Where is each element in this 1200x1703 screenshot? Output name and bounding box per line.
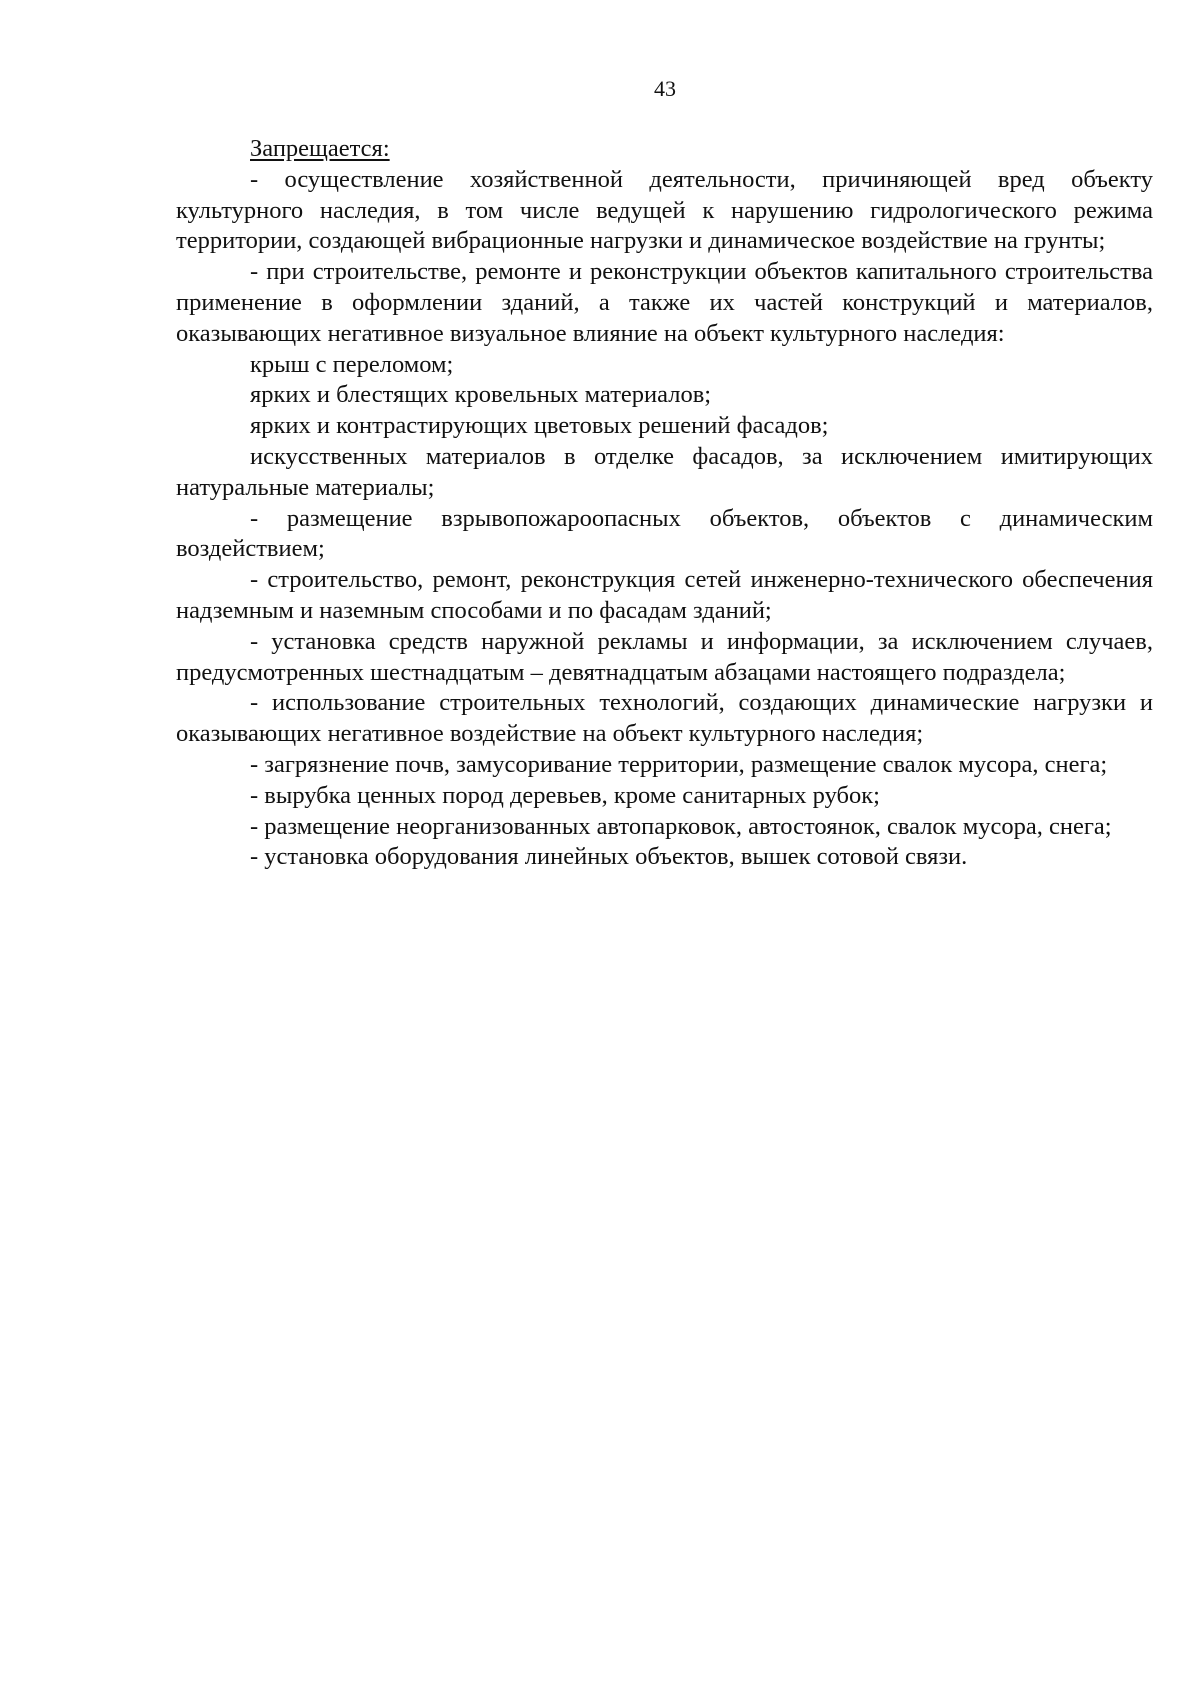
page-number: 43 [654,76,676,101]
section-heading: Запрещается: [250,135,390,162]
paragraph-engineering-networks: - строительство, ремонт, реконструкция сетей инженерно-технического обеспечения надземным и наземным способами и по фасадам зданий; [176,566,1153,624]
paragraph-linear-objects: - установка оборудования линейных объектов, вышек сотовой связи. [250,843,968,871]
paragraph-economic-activity: - осуществление хозяйственной деятельности, причиняющей вред объекту культурного наследия, в том числе ведущей к нарушению гидрологического режима территории, создающей вибрационные нагрузки и динамическое воздействие на грунты; [176,165,1153,255]
paragraph-construction-technologies: - использование строительных технологий, создающих динамические нагрузки и оказывающих негативное воздействие на объект культурного наследия; [176,689,1153,748]
list-item-roofs: крыш с переломом; [250,350,454,378]
list-item-facade-colors: ярких и контрастирующих цветовых решений фасадов; [250,412,829,440]
paragraph-pollution: - загрязнение почв, замусоривание территории, размещение свалок мусора, снега; [250,750,1108,778]
document-body [176,134,1153,873]
paragraph-hazardous-objects: - размещение взрывопожароопасных объектов, объектов с динамическим воздействием; [176,504,1153,563]
list-item-artificial-materials: искусственных материалов в отделке фасадов, за исключением имитирующих натуральные материалы; [176,442,1153,501]
list-item-roofing-materials: ярких и блестящих кровельных материалов; [250,381,712,409]
paragraph-construction-materials: - при строительстве, ремонте и реконструкции объектов капитального строительства применение в оформлении зданий, а также их частей конструкций и материалов, оказывающих негативное визуальное влияние на объект культурного наследия: [176,258,1153,347]
paragraph-parking: - размещение неорганизованных автопарковок, автостоянок, свалок мусора, снега; [250,812,1112,840]
paragraph-advertising: - установка средств наружной рекламы и информации, за исключением случаев, предусмотренных шестнадцатым – девятнадцатым абзацами настоящего подраздела; [176,627,1153,686]
paragraph-tree-felling: - вырубка ценных пород деревьев, кроме санитарных рубок; [250,781,880,809]
